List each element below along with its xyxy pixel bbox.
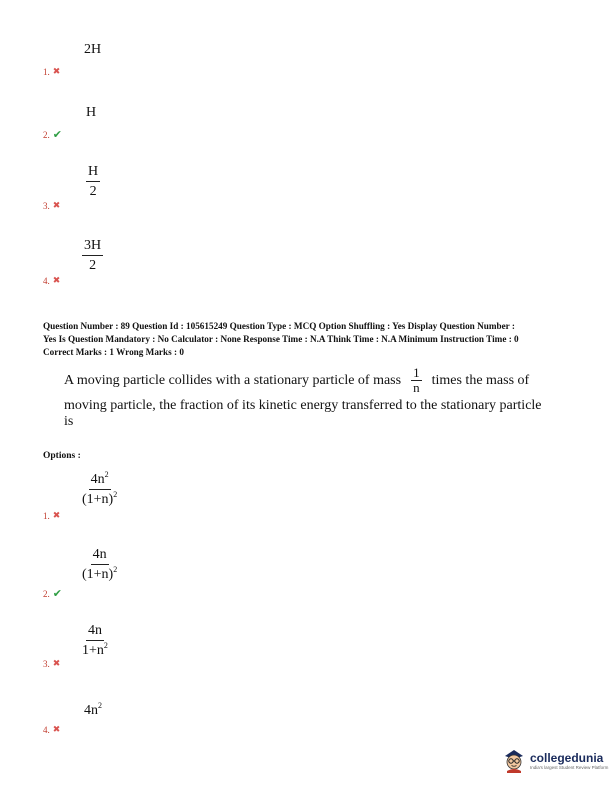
- option-1-number: 1. ✖: [43, 511, 61, 521]
- logo-name: collegedunia: [530, 750, 604, 765]
- prev-option-4-number: 4. ✖: [43, 276, 61, 286]
- option-2-expression: $\frac{4n}{(1+n)^2}$: [82, 547, 118, 582]
- wrong-mark-icon: ✖: [52, 276, 61, 286]
- question-line-2: moving particle, the fraction of its kinetic energy transferred to the stationary particle: [64, 398, 542, 413]
- option-2-number: 2. ✔: [43, 587, 62, 600]
- option-4-expression: $4n^2$: [84, 701, 102, 718]
- question-metadata: [43, 320, 583, 359]
- correct-check-icon: ✔: [52, 587, 62, 600]
- wrong-mark-icon: ✖: [52, 511, 61, 521]
- prev-option-1-number: 1. ✖: [43, 67, 61, 77]
- metadata-line-1: Question Number : 89 Question Id : 105615249 Question Type : MCQ Option Shuffling : Yes Display Question Number :: [43, 321, 515, 331]
- prev-option-2-number: 2. ✔: [43, 128, 62, 141]
- metadata-line-2: Yes Is Question Mandatory : No Calculator : None Response Time : N.A Think Time : N.A Minimum Instruction Time : 0: [43, 334, 519, 344]
- mascot-icon: [502, 747, 526, 773]
- option-3-number: 3. ✖: [43, 659, 61, 669]
- prev-option-2-expression: H: [86, 105, 97, 120]
- correct-check-icon: ✔: [52, 128, 62, 141]
- prev-option-3-expression: $\frac{H}{2}$: [88, 164, 99, 199]
- wrong-mark-icon: ✖: [52, 659, 61, 669]
- metadata-line-3: Correct Marks : 1 Wrong Marks : 0: [43, 347, 184, 357]
- question-text: [64, 366, 564, 430]
- wrong-mark-icon: ✖: [52, 67, 61, 77]
- option-3-expression: $\frac{4n}{1+n^2}$: [82, 623, 108, 658]
- prev-option-1-expression: 2H: [84, 42, 102, 57]
- question-line-3: is: [64, 414, 74, 429]
- prev-option-3-number: 3. ✖: [43, 201, 61, 211]
- options-label: Options :: [43, 451, 81, 461]
- collegedunia-logo: [502, 747, 608, 773]
- prev-option-4-expression: $\frac{3H}{2}$: [84, 238, 102, 273]
- mass-fraction: $\frac{1}{n}$: [413, 365, 420, 395]
- option-1-expression: $\frac{4n^2}{(1+n)^2}$: [82, 470, 118, 507]
- wrong-mark-icon: ✖: [52, 201, 61, 211]
- option-4-number: 4. ✖: [43, 725, 61, 735]
- logo-tagline: India's largest Student Review Platform: [530, 764, 609, 770]
- wrong-mark-icon: ✖: [52, 725, 61, 735]
- question-line-1: A moving particle collides with a stationary particle of mass $\frac{1}{n}$ times the mass of: [64, 365, 530, 395]
